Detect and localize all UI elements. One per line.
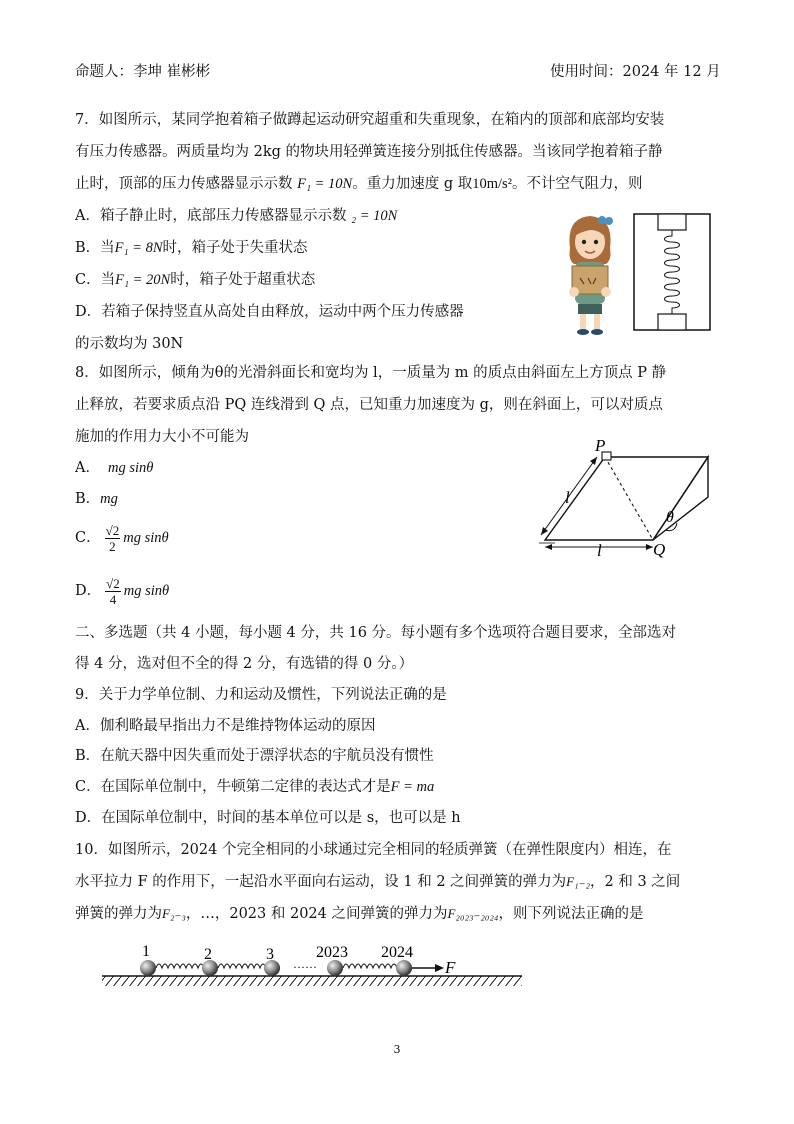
label-Q: Q [653, 540, 666, 559]
q9-option-d: D．在国际单位制中，时间的基本单位可以是 s，也可以是 h [75, 810, 461, 826]
q9-option-c-math: F = ma [390, 779, 435, 795]
q8-option-b-math: mg [100, 491, 118, 507]
incline-figure [535, 435, 715, 565]
q9-option-c [75, 777, 434, 797]
ellipsis-dots: ······ [293, 960, 317, 974]
q8-option-d-label: D． [75, 583, 102, 599]
q7-option-b-math: F₁ = 8N [114, 240, 163, 256]
section2-title-line1: 二、多选题（共 4 小题，每小题 4 分，共 16 分。每小题有多个选项符合题目要求，全部选对 [75, 625, 677, 641]
q8-option-b-label: B． [75, 491, 101, 507]
q8-option-d [75, 575, 169, 607]
bottom-sensor-block [658, 314, 686, 330]
ball-2024 [396, 960, 412, 976]
q7-stem-line2: 有压力传感器。两质量均为 2kg 的物块用轻弹簧连接分别抵住传感器。当该同学抱着箱子静 [75, 144, 663, 160]
q7-f1-value: F₁ = 10N [297, 176, 353, 192]
q7-stem-line3-c: 。不计空气阻力，则 [512, 176, 643, 192]
q10-stem-line2-b: ，2 和 3 之间 [590, 874, 681, 890]
ground-hatching [102, 976, 522, 986]
ball-label-1: 1 [142, 943, 150, 960]
q10-f23: F₂₋₃ [162, 906, 186, 921]
q10-f2023-2024: F₂₀₂₃₋₂₀₂₄ [447, 906, 499, 921]
q8-option-a [75, 458, 153, 478]
q8-option-c-label: C． [75, 530, 101, 546]
q10-f12: F₁₋₂ [566, 874, 591, 889]
width-arrow-right [646, 544, 653, 550]
q8-option-c [75, 522, 169, 554]
spring-1-2 [156, 964, 210, 968]
q7-option-d-line1: D．若箱子保持竖直从高处自由释放，运动中两个压力传感器 [75, 304, 464, 320]
section2-title-line2: 得 4 分，选对但不全的得 2 分，有选错的得 0 分。） [75, 656, 414, 672]
q8-option-d-denominator: 4 [109, 591, 117, 607]
q10-stem-line1: 10．如图所示，2024 个完全相同的小球通过完全相同的轻质弹簧（在弹性限度内）相连，在 [75, 842, 672, 858]
q9-option-c-text: C．在国际单位制中，牛顿第二定律的表达式才是 [75, 779, 391, 795]
force-label-F: F [445, 958, 456, 977]
label-theta: θ [666, 509, 674, 526]
q8-option-d-math: mg sinθ [123, 583, 170, 599]
spring-2-3 [218, 964, 272, 968]
q7-stem-line3 [75, 174, 643, 194]
q8-option-d-numerator: √2 [106, 575, 120, 591]
force-arrow-head [435, 964, 444, 972]
q10-stem-line3-b: ，…，2023 和 2024 之间弹簧的弹力为 [185, 906, 448, 922]
ball-2023 [327, 960, 343, 976]
header-date: 使用时间：2024 年 12 月 [550, 64, 721, 80]
q8-stem-line3: 施加的作用力大小不可能为 [75, 429, 249, 445]
q9-option-a: A．伽利略最早指出力不是维持物体运动的原因 [75, 718, 376, 734]
q8-stem-line1: 8．如图所示，倾角为θ的光滑斜面长和宽均为 l，一质量为 m 的质点由斜面左上方顶点 P 静 [75, 365, 667, 381]
girl-holding-box-figure [560, 208, 620, 336]
q10-stem-line3-c: ，则下列说法正确的是 [498, 906, 644, 922]
q10-stem-line3-a: 弹簧的弹力为 [75, 906, 162, 922]
pq-dashed-line [605, 457, 653, 540]
q7-stem-line1: 7．如图所示，某同学抱着箱子做蹲起运动研究超重和失重现象，在箱内的顶部和底部均安装 [75, 112, 665, 128]
q7-option-a-text: A．箱子静止时，底部压力传感器显示示数 [75, 208, 352, 224]
length-arrow-bottom [541, 527, 548, 535]
label-P: P [595, 436, 606, 455]
label-l-base: l [597, 541, 602, 560]
q7-g-value: 10m/s² [472, 176, 513, 192]
q8-option-a-math: mg sinθ [107, 460, 154, 476]
q7-option-a [75, 206, 397, 226]
q7-option-b [75, 238, 308, 258]
spring-2023-2024 [343, 964, 397, 968]
q7-option-b-label: B．当 [75, 240, 115, 256]
q8-option-c-fraction [105, 523, 121, 554]
top-sensor-block [658, 214, 686, 230]
ball-1 [140, 960, 156, 976]
ball-label-2: 2 [204, 946, 212, 963]
label-l-slant: l [565, 488, 570, 507]
q10-stem-line3 [75, 904, 643, 924]
ball-label-2024: 2024 [381, 944, 413, 961]
q8-option-c-math: mg sinθ [123, 530, 169, 546]
q7-option-a-value: ₂ = 10N [351, 208, 398, 224]
ball-spring-chain-figure [88, 938, 528, 990]
q9-option-b: B．在航天器中因失重而处于漂浮状态的宇航员没有惯性 [75, 748, 434, 764]
q7-option-c-label: C．当 [75, 272, 116, 288]
q7-option-b-text: 时，箱子处于失重状态 [162, 240, 308, 256]
ball-label-3: 3 [266, 946, 274, 963]
q7-option-c [75, 270, 315, 290]
q8-option-b [75, 489, 118, 509]
q7-option-c-text: 时，箱子处于超重状态 [170, 272, 316, 288]
width-arrow-left [545, 544, 552, 550]
q10-stem-line2-a: 水平拉力 F 的作用下，一起沿水平面向右运动，设 1 和 2 之间弹簧的弹力为 [75, 874, 567, 890]
ball-label-2023: 2023 [316, 944, 348, 961]
q7-stem-line3-b: 。重力加速度 g 取 [352, 176, 473, 192]
header-author: 命题人：李坤 崔彬彬 [75, 64, 211, 80]
q8-option-a-label: A． [75, 460, 100, 476]
page-number: 3 [393, 1043, 401, 1056]
incline-side [653, 457, 708, 540]
q8-option-c-denominator: 2 [109, 538, 116, 554]
spring-box-figure [632, 212, 712, 332]
q7-option-c-math: F₁ = 20N [115, 272, 171, 288]
q10-stem-line2 [75, 872, 680, 892]
length-arrow-top [590, 457, 597, 465]
q8-stem-line2: 止释放，若要求质点沿 PQ 连线滑到 Q 点，已知重力加速度为 g，则在斜面上，可以对质点 [75, 397, 663, 413]
q9-stem: 9．关于力学单位制、力和运动及惯性，下列说法正确的是 [75, 687, 447, 703]
q8-option-d-fraction [105, 576, 121, 607]
q7-option-d-line2: 的示数均为 30N [75, 336, 184, 352]
q8-option-c-numerator: √2 [105, 522, 120, 538]
q7-stem-line3-a: 止时，顶部的压力传感器显示示数 [75, 176, 298, 192]
